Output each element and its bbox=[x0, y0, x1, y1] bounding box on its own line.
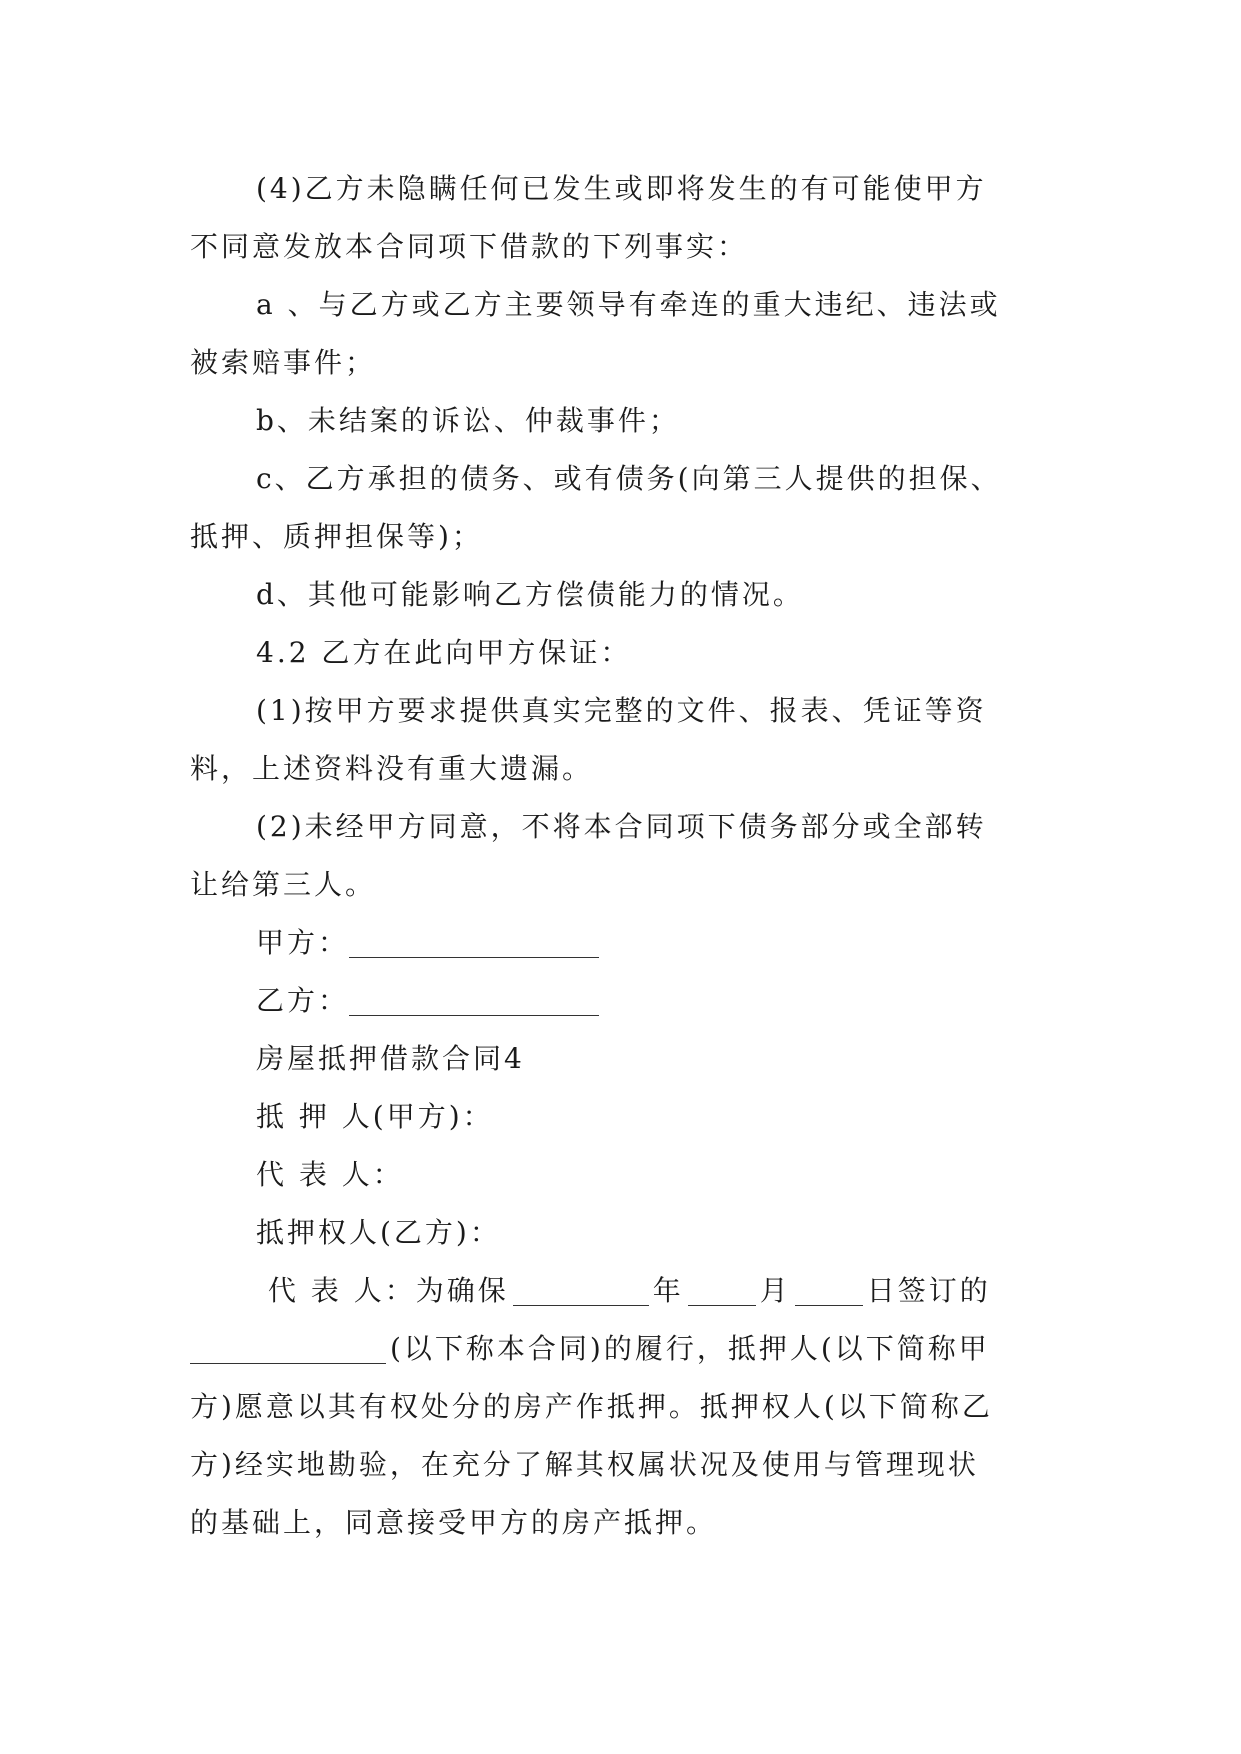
clause-4-1-4-line2: 不同意发放本合同项下借款的下列事实： bbox=[190, 230, 749, 263]
signature-party-b bbox=[190, 972, 1050, 1030]
year-label: 年 bbox=[652, 1274, 684, 1307]
clause-4-2: 4.2 乙方在此向甲方保证： bbox=[256, 636, 632, 669]
party-a-signature-blank[interactable] bbox=[349, 927, 599, 958]
clause-4-1-4-line1: (4)乙方未隐瞒任何已发生或即将发生的有可能使甲方 bbox=[256, 172, 987, 205]
intro-line3: 方)愿意以其有权处分的房产作抵押。抵押权人(以下简称乙 bbox=[190, 1390, 993, 1423]
intro-lead: 代 表 人：为确保 bbox=[256, 1274, 509, 1307]
party-b-label: 乙方： bbox=[256, 984, 350, 1017]
party-b-signature-blank[interactable] bbox=[349, 985, 599, 1016]
guarantee-1-line2: 料，上述资料没有重大遗漏。 bbox=[190, 752, 594, 785]
signature-party-a bbox=[190, 914, 1050, 972]
intro-line4: 方)经实地勘验，在充分了解其权属状况及使用与管理现状 bbox=[190, 1448, 979, 1481]
intro-line5: 的基础上，同意接受甲方的房产抵押。 bbox=[190, 1506, 718, 1539]
item-c-line2: 抵押、质押担保等)； bbox=[190, 520, 483, 553]
month-label: 月 bbox=[759, 1274, 791, 1307]
mortgagor-label: 抵 押 人(甲方)： bbox=[256, 1100, 494, 1133]
mortgagee-label: 抵押权人(乙方)： bbox=[256, 1216, 501, 1249]
month-blank[interactable] bbox=[688, 1275, 756, 1306]
representative-label: 代 表 人： bbox=[256, 1158, 404, 1191]
item-a-line1: a 、与乙方或乙方主要领导有牵连的重大违纪、违法或 bbox=[256, 288, 1001, 321]
day-blank[interactable] bbox=[795, 1275, 863, 1306]
contract-4-title: 房屋抵押借款合同4 bbox=[256, 1042, 525, 1075]
intro-line1 bbox=[190, 1262, 1050, 1320]
item-d: d、其他可能影响乙方偿债能力的情况。 bbox=[256, 578, 804, 611]
item-a-line2: 被索赔事件； bbox=[190, 346, 377, 379]
guarantee-1-line1: (1)按甲方要求提供真实完整的文件、报表、凭证等资 bbox=[256, 694, 987, 727]
intro-line2-text: (以下称本合同)的履行，抵押人(以下简称甲 bbox=[390, 1332, 990, 1365]
contract-name-blank[interactable] bbox=[190, 1333, 386, 1364]
day-sign-label: 日签订的 bbox=[866, 1274, 991, 1307]
guarantee-2-line2: 让给第三人。 bbox=[190, 868, 377, 901]
item-c-line1: c、乙方承担的债务、或有债务(向第三人提供的担保、 bbox=[256, 462, 1002, 495]
item-b: b、未结案的诉讼、仲裁事件； bbox=[256, 404, 680, 437]
year-blank[interactable] bbox=[513, 1275, 649, 1306]
intro-line2 bbox=[190, 1320, 1050, 1378]
party-a-label: 甲方： bbox=[256, 926, 350, 959]
guarantee-2-line1: (2)未经甲方同意，不将本合同项下债务部分或全部转 bbox=[256, 810, 987, 843]
contract-body bbox=[190, 160, 1050, 1552]
